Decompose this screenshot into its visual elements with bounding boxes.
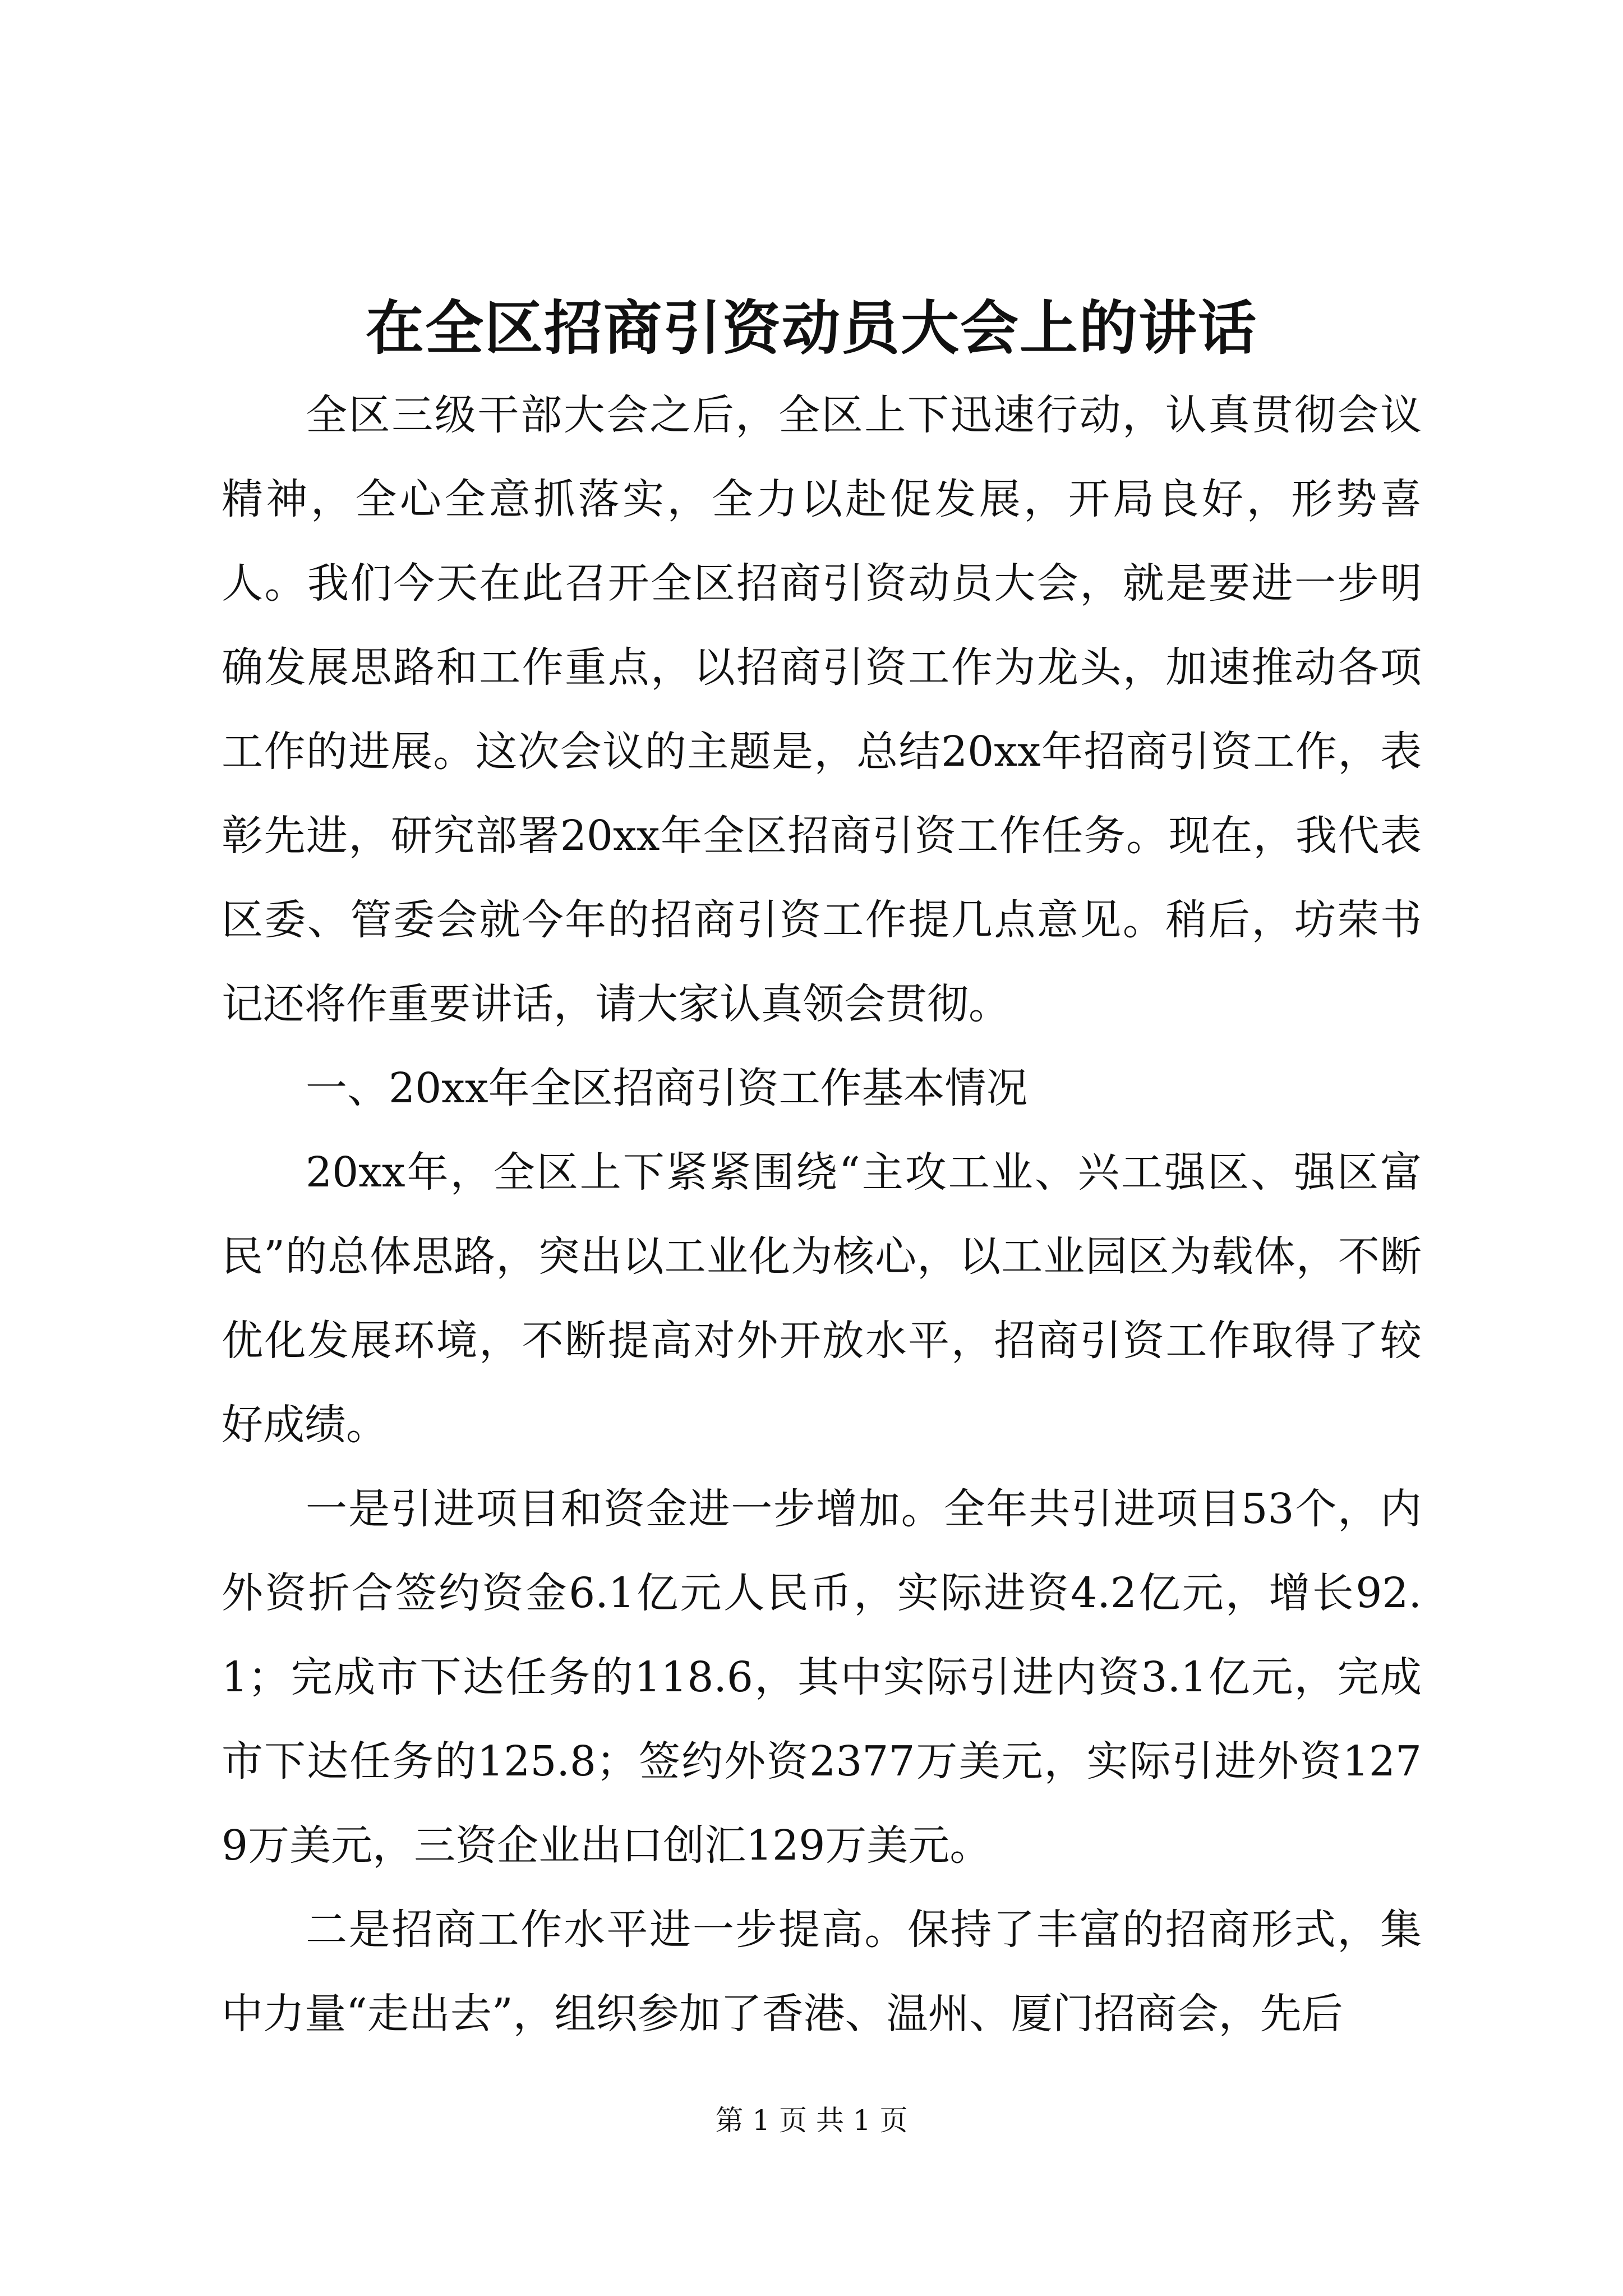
page-number-footer: 第 1 页 共 1 页 — [715, 2104, 908, 2137]
paragraph-point-1: 一是引进项目和资金进一步增加。全年共引进项目53个，内外资折合签约资金6.1亿元人民币，实际进资4.2亿元，增长92.1；完成市下达任务的118.6，其中实际引进内资3.1亿元，完成市下达任务的125.8；签约外资2377万美元，实际引进外资1279万美元，三资企业出口创汇129万美元。 — [222, 1485, 1422, 1870]
document-title: 在全区招商引资动员大会上的讲话 — [365, 293, 1257, 362]
paragraph-intro: 全区三级干部大会之后，全区上下迅速行动，认真贯彻会议精神，全心全意抓落实，全力以赴促发展，开局良好，形势喜人。我们今天在此召开全区招商引资动员大会，就是要进一步明确发展思路和工作重点，以招商引资工作为龙头，加速推动各项工作的进展。这次会议的主题是，总结20xx年招商引资工作，表彰先进，研究部署20xx年全区招商引资工作任务。现在，我代表区委、管委会就今年的招商引资工作提几点意见。稍后，坊荣书记还将作重要讲话，请大家认真领会贯彻。 — [222, 391, 1422, 1028]
section-heading-1: 一、20xx年全区招商引资工作基本情况 — [306, 1064, 1028, 1112]
paragraph-overview: 20xx年，全区上下紧紧围绕“主攻工业、兴工强区、强区富民”的总体思路，突出以工业化为核心，以工业园区为载体，不断优化发展环境，不断提高对外开放水平，招商引资工作取得了较好成绩。 — [222, 1148, 1422, 1449]
document-body — [222, 373, 1422, 2056]
paragraph-point-2: 二是招商工作水平进一步提高。保持了丰富的招商形式，集中力量“走出去”，组织参加了香港、温州、厦门招商会，先后 — [222, 1906, 1422, 2038]
